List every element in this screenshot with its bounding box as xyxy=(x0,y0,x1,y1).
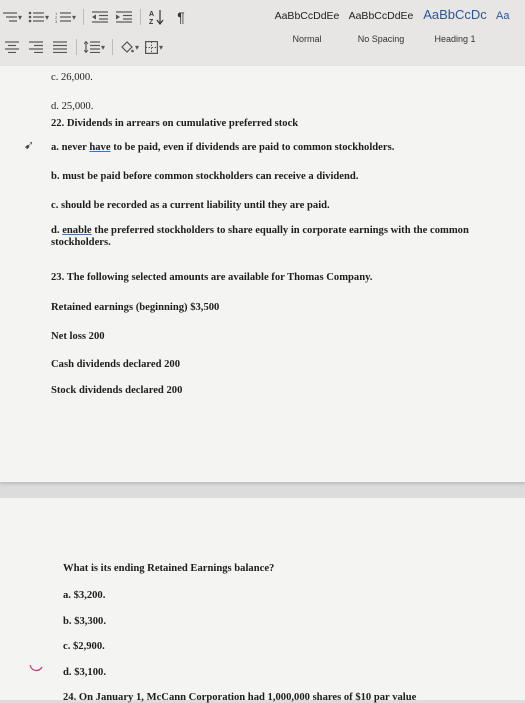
chevron-down-icon: ▾ xyxy=(101,42,106,52)
style-sample: AaBbCcDc xyxy=(423,7,487,22)
pilcrow-icon: ¶ xyxy=(177,9,185,25)
answer-text: the preferred stockholders to share equally in corporate earnings with the common stockholders. xyxy=(51,225,469,248)
style-partial[interactable] xyxy=(492,0,512,66)
answer-option: b. $3,300. xyxy=(63,616,106,627)
answer-text: a. never xyxy=(51,142,90,153)
answer-option: c. should be recorded as a current liability until they are paid. xyxy=(51,200,330,211)
given-amount: Stock dividends declared 200 xyxy=(51,385,183,396)
question-text: 24. On January 1, McCann Corporation had 1,000,000 shares of $10 par value xyxy=(63,692,417,703)
question-text: 22. Dividends in arrears on cumulative preferred stock xyxy=(51,118,299,129)
bullet-list-button[interactable] xyxy=(28,8,49,26)
align-center-icon xyxy=(5,41,19,53)
svg-text:Z: Z xyxy=(149,19,154,25)
styles-gallery xyxy=(270,0,512,66)
style-sample: AaBbCcDdEe xyxy=(348,10,414,22)
answer-option: d. $3,100. xyxy=(63,667,106,678)
decrease-indent-button[interactable] xyxy=(91,8,109,26)
question-text: 23. The following selected amounts are available for Thomas Company. xyxy=(51,272,373,283)
style-name: No Spacing xyxy=(357,34,405,44)
chevron-down-icon: ▾ xyxy=(18,12,23,22)
line-spacing-button[interactable] xyxy=(84,38,105,56)
answer-option xyxy=(51,142,394,153)
given-amount: Retained earnings (beginning) $3,500 xyxy=(51,302,220,313)
chevron-down-icon: ▾ xyxy=(72,12,77,22)
increase-indent-icon xyxy=(116,11,132,23)
answer-text: to be paid, even if dividends are paid to common stockholders. xyxy=(110,142,395,153)
chevron-down-icon: ▾ xyxy=(159,42,164,52)
sort-az-icon xyxy=(149,9,165,25)
multilevel-list-button[interactable] xyxy=(3,8,22,26)
justify-button[interactable] xyxy=(51,38,69,56)
style-name: Normal xyxy=(292,34,322,44)
style-sample: AaBbCcDdEe xyxy=(274,10,340,22)
answer-option: c. 26,000. xyxy=(51,72,93,83)
bullet-list-icon xyxy=(28,11,44,23)
align-right-button[interactable] xyxy=(27,38,45,56)
ribbon-toolbar xyxy=(0,0,525,67)
style-name: Heading 1 xyxy=(434,34,476,44)
paint-bucket-icon xyxy=(120,41,134,54)
style-normal[interactable] xyxy=(270,0,344,66)
shading-button[interactable] xyxy=(120,38,139,56)
toolbar-separator xyxy=(140,9,141,25)
answer-option: b. must be paid before common stockholders can receive a dividend. xyxy=(51,171,359,182)
answer-option: a. $3,200. xyxy=(63,590,106,601)
numbered-list-button[interactable] xyxy=(55,8,76,26)
svg-text:1: 1 xyxy=(55,11,58,16)
justify-icon xyxy=(53,41,67,53)
cursor-arrow-icon: ➹ xyxy=(24,138,35,152)
grammar-flagged-word[interactable]: have xyxy=(89,142,111,153)
decrease-indent-icon xyxy=(92,11,108,23)
answer-text: d. xyxy=(51,225,63,236)
style-no-spacing[interactable] xyxy=(344,0,418,66)
borders-button[interactable] xyxy=(145,38,163,56)
ribbon-row-alignment xyxy=(0,37,166,57)
given-amount: Cash dividends declared 200 xyxy=(51,359,181,370)
given-amount: Net loss 200 xyxy=(51,331,105,342)
answer-option xyxy=(51,225,471,249)
ribbon-row-paragraph xyxy=(0,7,193,27)
chevron-down-icon: ▾ xyxy=(45,12,50,22)
toolbar-separator xyxy=(83,9,84,25)
sort-button[interactable] xyxy=(148,8,166,26)
chevron-down-icon: ▾ xyxy=(135,42,140,52)
increase-indent-button[interactable] xyxy=(115,8,133,26)
svg-text:3: 3 xyxy=(55,19,58,23)
line-spacing-icon xyxy=(84,41,100,53)
align-right-icon xyxy=(29,41,43,53)
answer-option: c. $2,900. xyxy=(63,641,105,652)
style-sample: Aa xyxy=(496,10,510,22)
svg-text:2: 2 xyxy=(55,15,58,20)
question-text: What is its ending Retained Earnings balance? xyxy=(63,563,275,574)
pen-stroke-icon xyxy=(29,663,43,673)
numbered-list-icon xyxy=(55,11,71,23)
multilevel-list-icon xyxy=(3,11,17,23)
toolbar-separator xyxy=(76,39,77,55)
style-heading-1[interactable] xyxy=(418,0,492,66)
answer-option: d. 25,000. xyxy=(51,101,94,112)
align-center-button[interactable] xyxy=(3,38,21,56)
borders-icon xyxy=(145,41,158,54)
show-formatting-button[interactable] xyxy=(172,8,190,26)
svg-text:A: A xyxy=(149,11,155,18)
grammar-flagged-word[interactable]: enable xyxy=(62,225,92,236)
toolbar-separator xyxy=(112,39,113,55)
